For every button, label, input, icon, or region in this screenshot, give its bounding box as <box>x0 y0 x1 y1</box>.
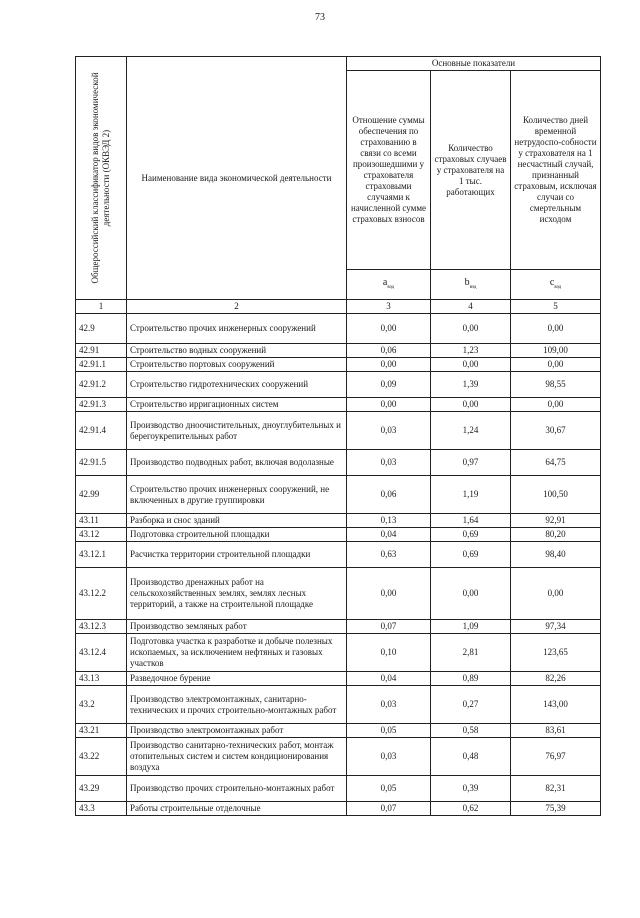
table-row <box>76 620 601 634</box>
value-c-cell: 0,00 <box>511 398 601 412</box>
table-row <box>76 802 601 816</box>
value-b-cell: 1,64 <box>431 514 511 528</box>
value-b-cell: 1,24 <box>431 412 511 450</box>
table-row <box>76 634 601 672</box>
activity-name-cell: Строительство прочих инженерных сооружений, не включенных в другие группировки <box>127 476 347 514</box>
okved-code-cell: 42.91.5 <box>76 450 127 476</box>
table-row <box>76 412 601 450</box>
value-b-cell: 0,00 <box>431 358 511 372</box>
value-a-cell: 0,00 <box>347 358 431 372</box>
value-a-cell: 0,63 <box>347 542 431 568</box>
value-a-cell: 0,00 <box>347 314 431 344</box>
value-c-cell: 123,65 <box>511 634 601 672</box>
activity-name-cell: Подготовка строительной площадки <box>127 528 347 542</box>
table-row <box>76 514 601 528</box>
value-a-cell: 0,13 <box>347 514 431 528</box>
okved-code-cell: 43.12 <box>76 528 127 542</box>
col-b-symbol: $b_{вэд}$ <box>431 270 511 300</box>
col-number-5: 5 <box>511 300 601 314</box>
activity-name-cell: Строительство портовых сооружений <box>127 358 347 372</box>
value-b-cell: 1,19 <box>431 476 511 514</box>
value-c-cell: 98,40 <box>511 542 601 568</box>
activity-name-cell: Строительство прочих инженерных сооружений <box>127 314 347 344</box>
activity-name-cell: Строительство ирригационных систем <box>127 398 347 412</box>
value-c-cell: 83,61 <box>511 724 601 738</box>
value-a-cell: 0,03 <box>347 450 431 476</box>
col-c-symbol: $c_{вэд}$ <box>511 270 601 300</box>
okved-header-cell <box>76 57 127 300</box>
value-c-cell: 82,26 <box>511 672 601 686</box>
activity-name-cell: Производство дренажных работ на сельскохозяйственных землях, землях лесных территорий, а также на строительной площадке <box>127 568 347 620</box>
table-row <box>76 450 601 476</box>
activity-name-cell: Производство прочих строительно-монтажных работ <box>127 776 347 802</box>
okved-code-cell: 43.29 <box>76 776 127 802</box>
value-c-cell: 0,00 <box>511 358 601 372</box>
activity-name-cell: Расчистка территории строительной площадки <box>127 542 347 568</box>
okved-code-cell: 43.12.2 <box>76 568 127 620</box>
activity-name-cell: Производство земляных работ <box>127 620 347 634</box>
value-c-cell: 100,50 <box>511 476 601 514</box>
value-a-cell: 0,07 <box>347 620 431 634</box>
table-row <box>76 672 601 686</box>
value-b-cell: 0,27 <box>431 686 511 724</box>
activity-name-cell: Разведочное бурение <box>127 672 347 686</box>
table-row <box>76 568 601 620</box>
value-b-cell: 0,48 <box>431 738 511 776</box>
value-b-cell: 0,89 <box>431 672 511 686</box>
table-row <box>76 358 601 372</box>
value-a-cell: 0,04 <box>347 528 431 542</box>
okved-code-cell: 43.3 <box>76 802 127 816</box>
okved-header-label: Общероссийский классификатор видов экономической деятельности (ОКВЭД 2) <box>90 72 111 284</box>
value-c-cell: 64,75 <box>511 450 601 476</box>
okved-code-cell: 42.9 <box>76 314 127 344</box>
value-b-cell: 2,81 <box>431 634 511 672</box>
header-row-1 <box>76 57 601 71</box>
okved-code-cell: 42.91.3 <box>76 398 127 412</box>
table-row <box>76 344 601 358</box>
value-c-cell: 97,34 <box>511 620 601 634</box>
okved-code-cell: 43.13 <box>76 672 127 686</box>
col-b-header: Количество страховых случаев у страхователя на 1 тыс. работающих <box>431 71 511 270</box>
value-a-cell: 0,00 <box>347 398 431 412</box>
activity-name-cell: Разборка и снос зданий <box>127 514 347 528</box>
col-number-2: 2 <box>127 300 347 314</box>
activity-name-header: Наименование вида экономической деятельности <box>127 57 347 300</box>
table-row <box>76 528 601 542</box>
value-b-cell: 1,23 <box>431 344 511 358</box>
value-b-cell: 0,00 <box>431 568 511 620</box>
value-b-cell: 0,58 <box>431 724 511 738</box>
value-b-cell: 0,69 <box>431 542 511 568</box>
value-a-cell: 0,05 <box>347 776 431 802</box>
value-c-cell: 98,55 <box>511 372 601 398</box>
value-c-cell: 82,31 <box>511 776 601 802</box>
okved-code-cell: 43.2 <box>76 686 127 724</box>
value-c-cell: 109,00 <box>511 344 601 358</box>
activity-name-cell: Работы строительные отделочные <box>127 802 347 816</box>
table-row <box>76 724 601 738</box>
activity-name-cell: Строительство гидротехнических сооружений <box>127 372 347 398</box>
value-b-cell: 1,09 <box>431 620 511 634</box>
activity-name-cell: Производство санитарно-технических работ, монтаж отопительных систем и систем кондиционирования воздуха <box>127 738 347 776</box>
value-a-cell: 0,09 <box>347 372 431 398</box>
value-c-cell: 0,00 <box>511 314 601 344</box>
column-numbers-row <box>76 300 601 314</box>
value-a-cell: 0,03 <box>347 686 431 724</box>
value-a-cell: 0,04 <box>347 672 431 686</box>
value-a-cell: 0,03 <box>347 412 431 450</box>
value-a-cell: 0,06 <box>347 476 431 514</box>
activity-name-cell: Производство электромонтажных работ <box>127 724 347 738</box>
activity-name-cell: Строительство водных сооружений <box>127 344 347 358</box>
value-a-cell: 0,10 <box>347 634 431 672</box>
table-row <box>76 542 601 568</box>
value-a-cell: 0,05 <box>347 724 431 738</box>
activity-name-cell: Производство электромонтажных, санитарно-технических и прочих строительно-монтажных работ <box>127 686 347 724</box>
okved-code-cell: 42.91.2 <box>76 372 127 398</box>
value-c-cell: 80,20 <box>511 528 601 542</box>
col-number-3: 3 <box>347 300 431 314</box>
value-b-cell: 1,39 <box>431 372 511 398</box>
activity-name-cell: Производство подводных работ, включая водолазные <box>127 450 347 476</box>
value-b-cell: 0,00 <box>431 398 511 412</box>
value-c-cell: 143,00 <box>511 686 601 724</box>
value-a-cell: 0,07 <box>347 802 431 816</box>
okved-code-cell: 42.99 <box>76 476 127 514</box>
page-number: 73 <box>315 12 325 23</box>
col-a-symbol: $a_{вэд}$ <box>347 270 431 300</box>
value-b-cell: 0,97 <box>431 450 511 476</box>
table-row <box>76 372 601 398</box>
main-indicators-header: Основные показатели <box>347 57 601 71</box>
value-c-cell: 76,97 <box>511 738 601 776</box>
okved-code-cell: 42.91.4 <box>76 412 127 450</box>
okved-code-cell: 43.11 <box>76 514 127 528</box>
col-number-1: 1 <box>76 300 127 314</box>
value-b-cell: 0,62 <box>431 802 511 816</box>
table-row <box>76 398 601 412</box>
value-b-cell: 0,00 <box>431 314 511 344</box>
col-c-header: Количество дней временной нетрудоспо-собности у страхователя на 1 несчастный случай, признанный страховым, исключая случаи со смертельным исходом <box>511 71 601 270</box>
okved-code-cell: 42.91.1 <box>76 358 127 372</box>
table-row <box>76 314 601 344</box>
value-c-cell: 75,39 <box>511 802 601 816</box>
col-a-header: Отношение суммы обеспечения по страхованию в связи со всеми произошедшими у страхователя страховыми случаями к начисленной сумме страховых взносов <box>347 71 431 270</box>
value-c-cell: 92,91 <box>511 514 601 528</box>
value-a-cell: 0,00 <box>347 568 431 620</box>
okved-code-cell: 43.12.4 <box>76 634 127 672</box>
value-c-cell: 0,00 <box>511 568 601 620</box>
table-row <box>76 776 601 802</box>
value-a-cell: 0,03 <box>347 738 431 776</box>
okved-code-cell: 43.22 <box>76 738 127 776</box>
value-b-cell: 0,39 <box>431 776 511 802</box>
okved-code-cell: 43.21 <box>76 724 127 738</box>
activity-name-cell: Производство дноочистительных, дноуглубительных и берегоукрепительных работ <box>127 412 347 450</box>
value-b-cell: 0,69 <box>431 528 511 542</box>
indicators-table <box>75 56 601 816</box>
okved-code-cell: 43.12.3 <box>76 620 127 634</box>
col-number-4: 4 <box>431 300 511 314</box>
table-row <box>76 686 601 724</box>
value-c-cell: 30,67 <box>511 412 601 450</box>
okved-code-cell: 42.91 <box>76 344 127 358</box>
table-row <box>76 476 601 514</box>
table-row <box>76 738 601 776</box>
okved-code-cell: 43.12.1 <box>76 542 127 568</box>
activity-name-cell: Подготовка участка к разработке и добыче полезных ископаемых, за исключением нефтяных и газовых участков <box>127 634 347 672</box>
value-a-cell: 0,06 <box>347 344 431 358</box>
